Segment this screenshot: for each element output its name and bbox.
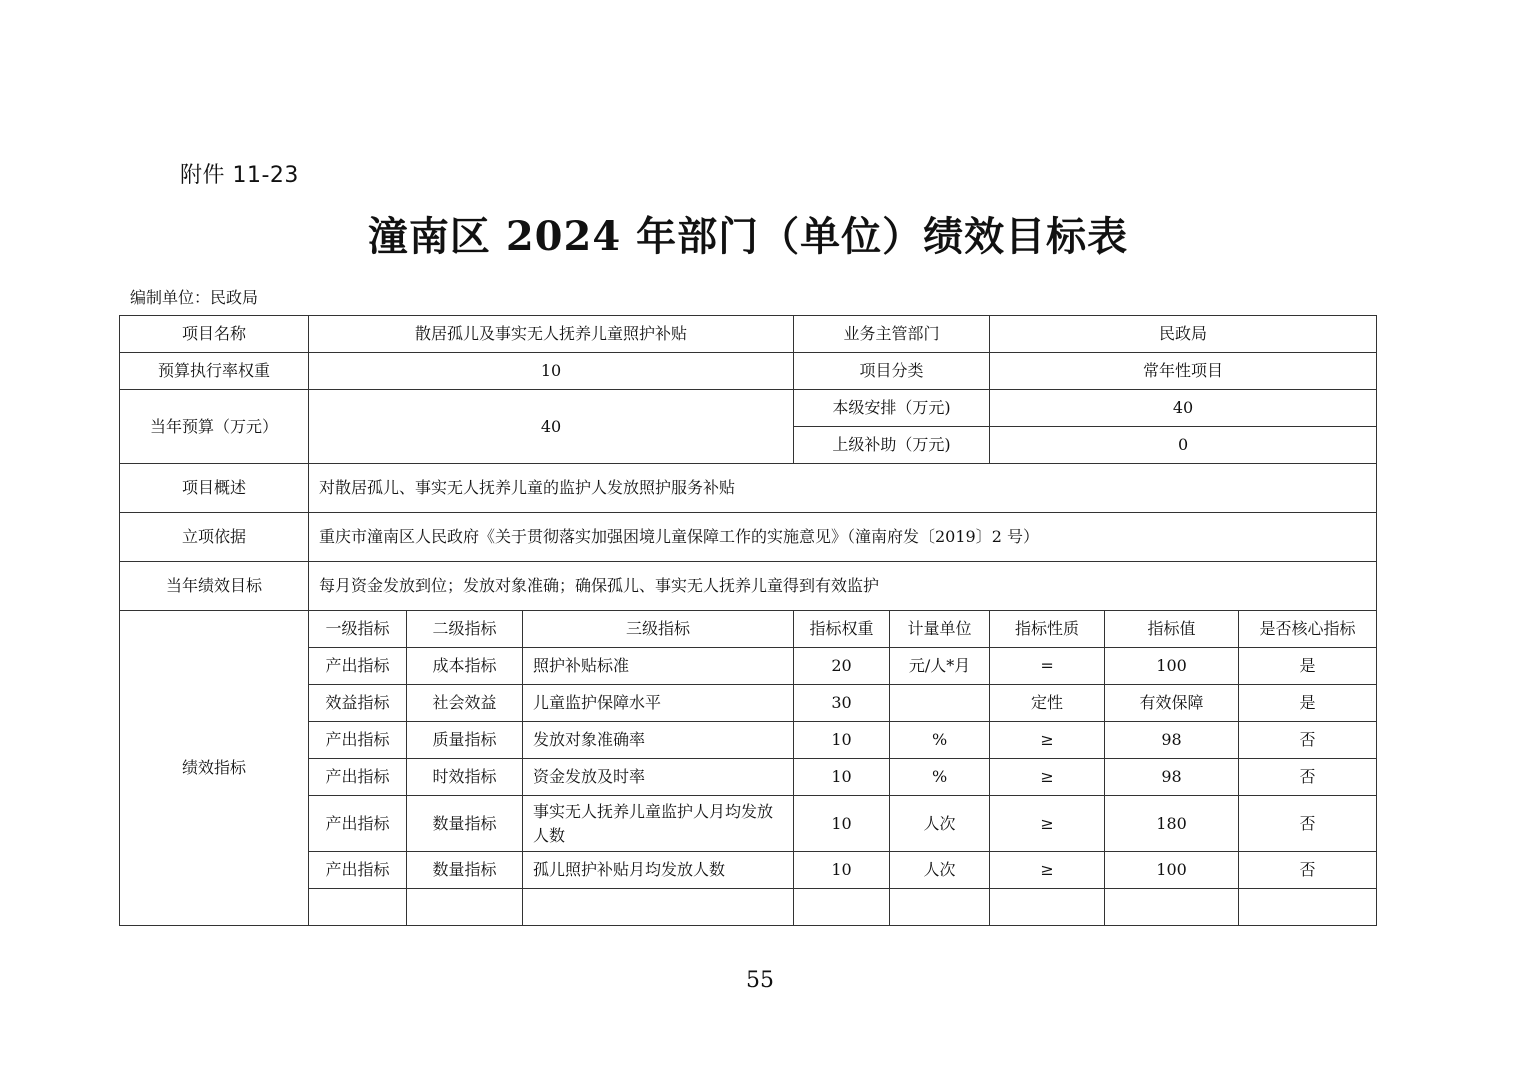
indicator-cell <box>523 889 794 926</box>
indicator-cell: 产出指标 <box>309 648 407 685</box>
indicator-cell: 产出指标 <box>309 852 407 889</box>
indicator-cell: 人次 <box>890 796 990 852</box>
indicator-cell: 有效保障 <box>1105 685 1239 722</box>
table-row <box>120 316 1377 353</box>
indicator-row <box>120 759 1377 796</box>
indicator-cell <box>890 685 990 722</box>
indicator-cell: 资金发放及时率 <box>523 759 794 796</box>
indicator-cell: 元/人*月 <box>890 648 990 685</box>
indicator-row <box>120 722 1377 759</box>
indicator-cell: 成本指标 <box>407 648 523 685</box>
indicator-cell: 产出指标 <box>309 722 407 759</box>
indicator-cell <box>1105 889 1239 926</box>
indicator-cell: 否 <box>1239 796 1377 852</box>
value-cell: 散居孤儿及事实无人抚养儿童照护补贴 <box>309 316 794 353</box>
label-cell: 当年预算（万元） <box>120 390 309 464</box>
indicator-cell: 20 <box>794 648 890 685</box>
value-cell: 40 <box>309 390 794 464</box>
value-cell: 重庆市潼南区人民政府《关于贯彻落实加强困境儿童保障工作的实施意见》（潼南府发〔2019〕2 号） <box>309 513 1377 562</box>
value-cell: 10 <box>309 353 794 390</box>
indicator-cell <box>309 889 407 926</box>
value-cell: 40 <box>990 390 1377 427</box>
attachment-label: 附件 11-23 <box>180 163 299 188</box>
indicator-row <box>120 648 1377 685</box>
indicator-cell: 产出指标 <box>309 759 407 796</box>
indicator-cell: % <box>890 759 990 796</box>
header-cell: 三级指标 <box>523 611 794 648</box>
indicator-cell: 是 <box>1239 648 1377 685</box>
indicator-cell: 数量指标 <box>407 796 523 852</box>
label-cell: 业务主管部门 <box>794 316 990 353</box>
indicator-cell <box>1239 889 1377 926</box>
label-cell: 立项依据 <box>120 513 309 562</box>
label-cell: 上级补助（万元) <box>794 427 990 464</box>
indicator-cell: 100 <box>1105 852 1239 889</box>
indicator-cell: 产出指标 <box>309 796 407 852</box>
indicator-cell: 10 <box>794 796 890 852</box>
table-row <box>120 353 1377 390</box>
indicator-cell: 是 <box>1239 685 1377 722</box>
label-cell: 当年绩效目标 <box>120 562 309 611</box>
indicator-row <box>120 685 1377 722</box>
indicator-cell: 发放对象准确率 <box>523 722 794 759</box>
indicator-cell: 数量指标 <box>407 852 523 889</box>
page-number: 55 <box>746 968 774 993</box>
header-cell: 计量单位 <box>890 611 990 648</box>
indicator-row-empty <box>120 889 1377 926</box>
org-line: 编制单位：民政局 <box>130 288 259 307</box>
indicator-cell: 时效指标 <box>407 759 523 796</box>
indicator-header-row <box>120 611 1377 648</box>
header-cell: 指标权重 <box>794 611 890 648</box>
indicator-cell: ≥ <box>990 759 1105 796</box>
table-row <box>120 390 1377 427</box>
indicator-cell: 效益指标 <box>309 685 407 722</box>
indicator-cell <box>890 889 990 926</box>
table-row <box>120 464 1377 513</box>
indicator-cell: 否 <box>1239 722 1377 759</box>
indicator-cell: 98 <box>1105 722 1239 759</box>
indicator-cell: 孤儿照护补贴月均发放人数 <box>523 852 794 889</box>
indicator-cell: ≥ <box>990 722 1105 759</box>
indicator-cell: 事实无人抚养儿童监护人月均发放人数 <box>523 796 794 852</box>
performance-table <box>119 315 1377 926</box>
indicator-cell: 98 <box>1105 759 1239 796</box>
indicator-cell: 社会效益 <box>407 685 523 722</box>
indicator-cell: 质量指标 <box>407 722 523 759</box>
header-cell: 指标性质 <box>990 611 1105 648</box>
indicator-cell: 儿童监护保障水平 <box>523 685 794 722</box>
indicator-cell: 30 <box>794 685 890 722</box>
label-cell: 绩效指标 <box>120 611 309 926</box>
indicator-cell: = <box>990 648 1105 685</box>
indicator-cell: ≥ <box>990 852 1105 889</box>
indicator-cell: 否 <box>1239 759 1377 796</box>
indicator-cell: 人次 <box>890 852 990 889</box>
header-cell: 指标值 <box>1105 611 1239 648</box>
table-row <box>120 562 1377 611</box>
header-cell: 一级指标 <box>309 611 407 648</box>
indicator-cell: 否 <box>1239 852 1377 889</box>
indicator-cell: 10 <box>794 852 890 889</box>
label-cell: 项目概述 <box>120 464 309 513</box>
indicator-cell: ≥ <box>990 796 1105 852</box>
value-cell: 常年性项目 <box>990 353 1377 390</box>
header-cell: 二级指标 <box>407 611 523 648</box>
value-cell: 每月资金发放到位；发放对象准确；确保孤儿、事实无人抚养儿童得到有效监护 <box>309 562 1377 611</box>
indicator-cell: 180 <box>1105 796 1239 852</box>
indicator-cell <box>990 889 1105 926</box>
value-cell: 对散居孤儿、事实无人抚养儿童的监护人发放照护服务补贴 <box>309 464 1377 513</box>
indicator-cell: % <box>890 722 990 759</box>
indicator-cell <box>407 889 523 926</box>
indicator-cell: 照护补贴标准 <box>523 648 794 685</box>
table-row <box>120 513 1377 562</box>
label-cell: 项目分类 <box>794 353 990 390</box>
header-cell: 是否核心指标 <box>1239 611 1377 648</box>
label-cell: 本级安排（万元) <box>794 390 990 427</box>
indicator-cell: 100 <box>1105 648 1239 685</box>
indicator-row <box>120 852 1377 889</box>
label-cell: 项目名称 <box>120 316 309 353</box>
indicator-cell: 10 <box>794 759 890 796</box>
indicator-cell: 10 <box>794 722 890 759</box>
indicator-cell: 定性 <box>990 685 1105 722</box>
indicator-row <box>120 796 1377 852</box>
value-cell: 0 <box>990 427 1377 464</box>
indicator-cell <box>794 889 890 926</box>
label-cell: 预算执行率权重 <box>120 353 309 390</box>
page-title: 潼南区 2024 年部门（单位）绩效目标表 <box>367 213 1129 260</box>
value-cell: 民政局 <box>990 316 1377 353</box>
